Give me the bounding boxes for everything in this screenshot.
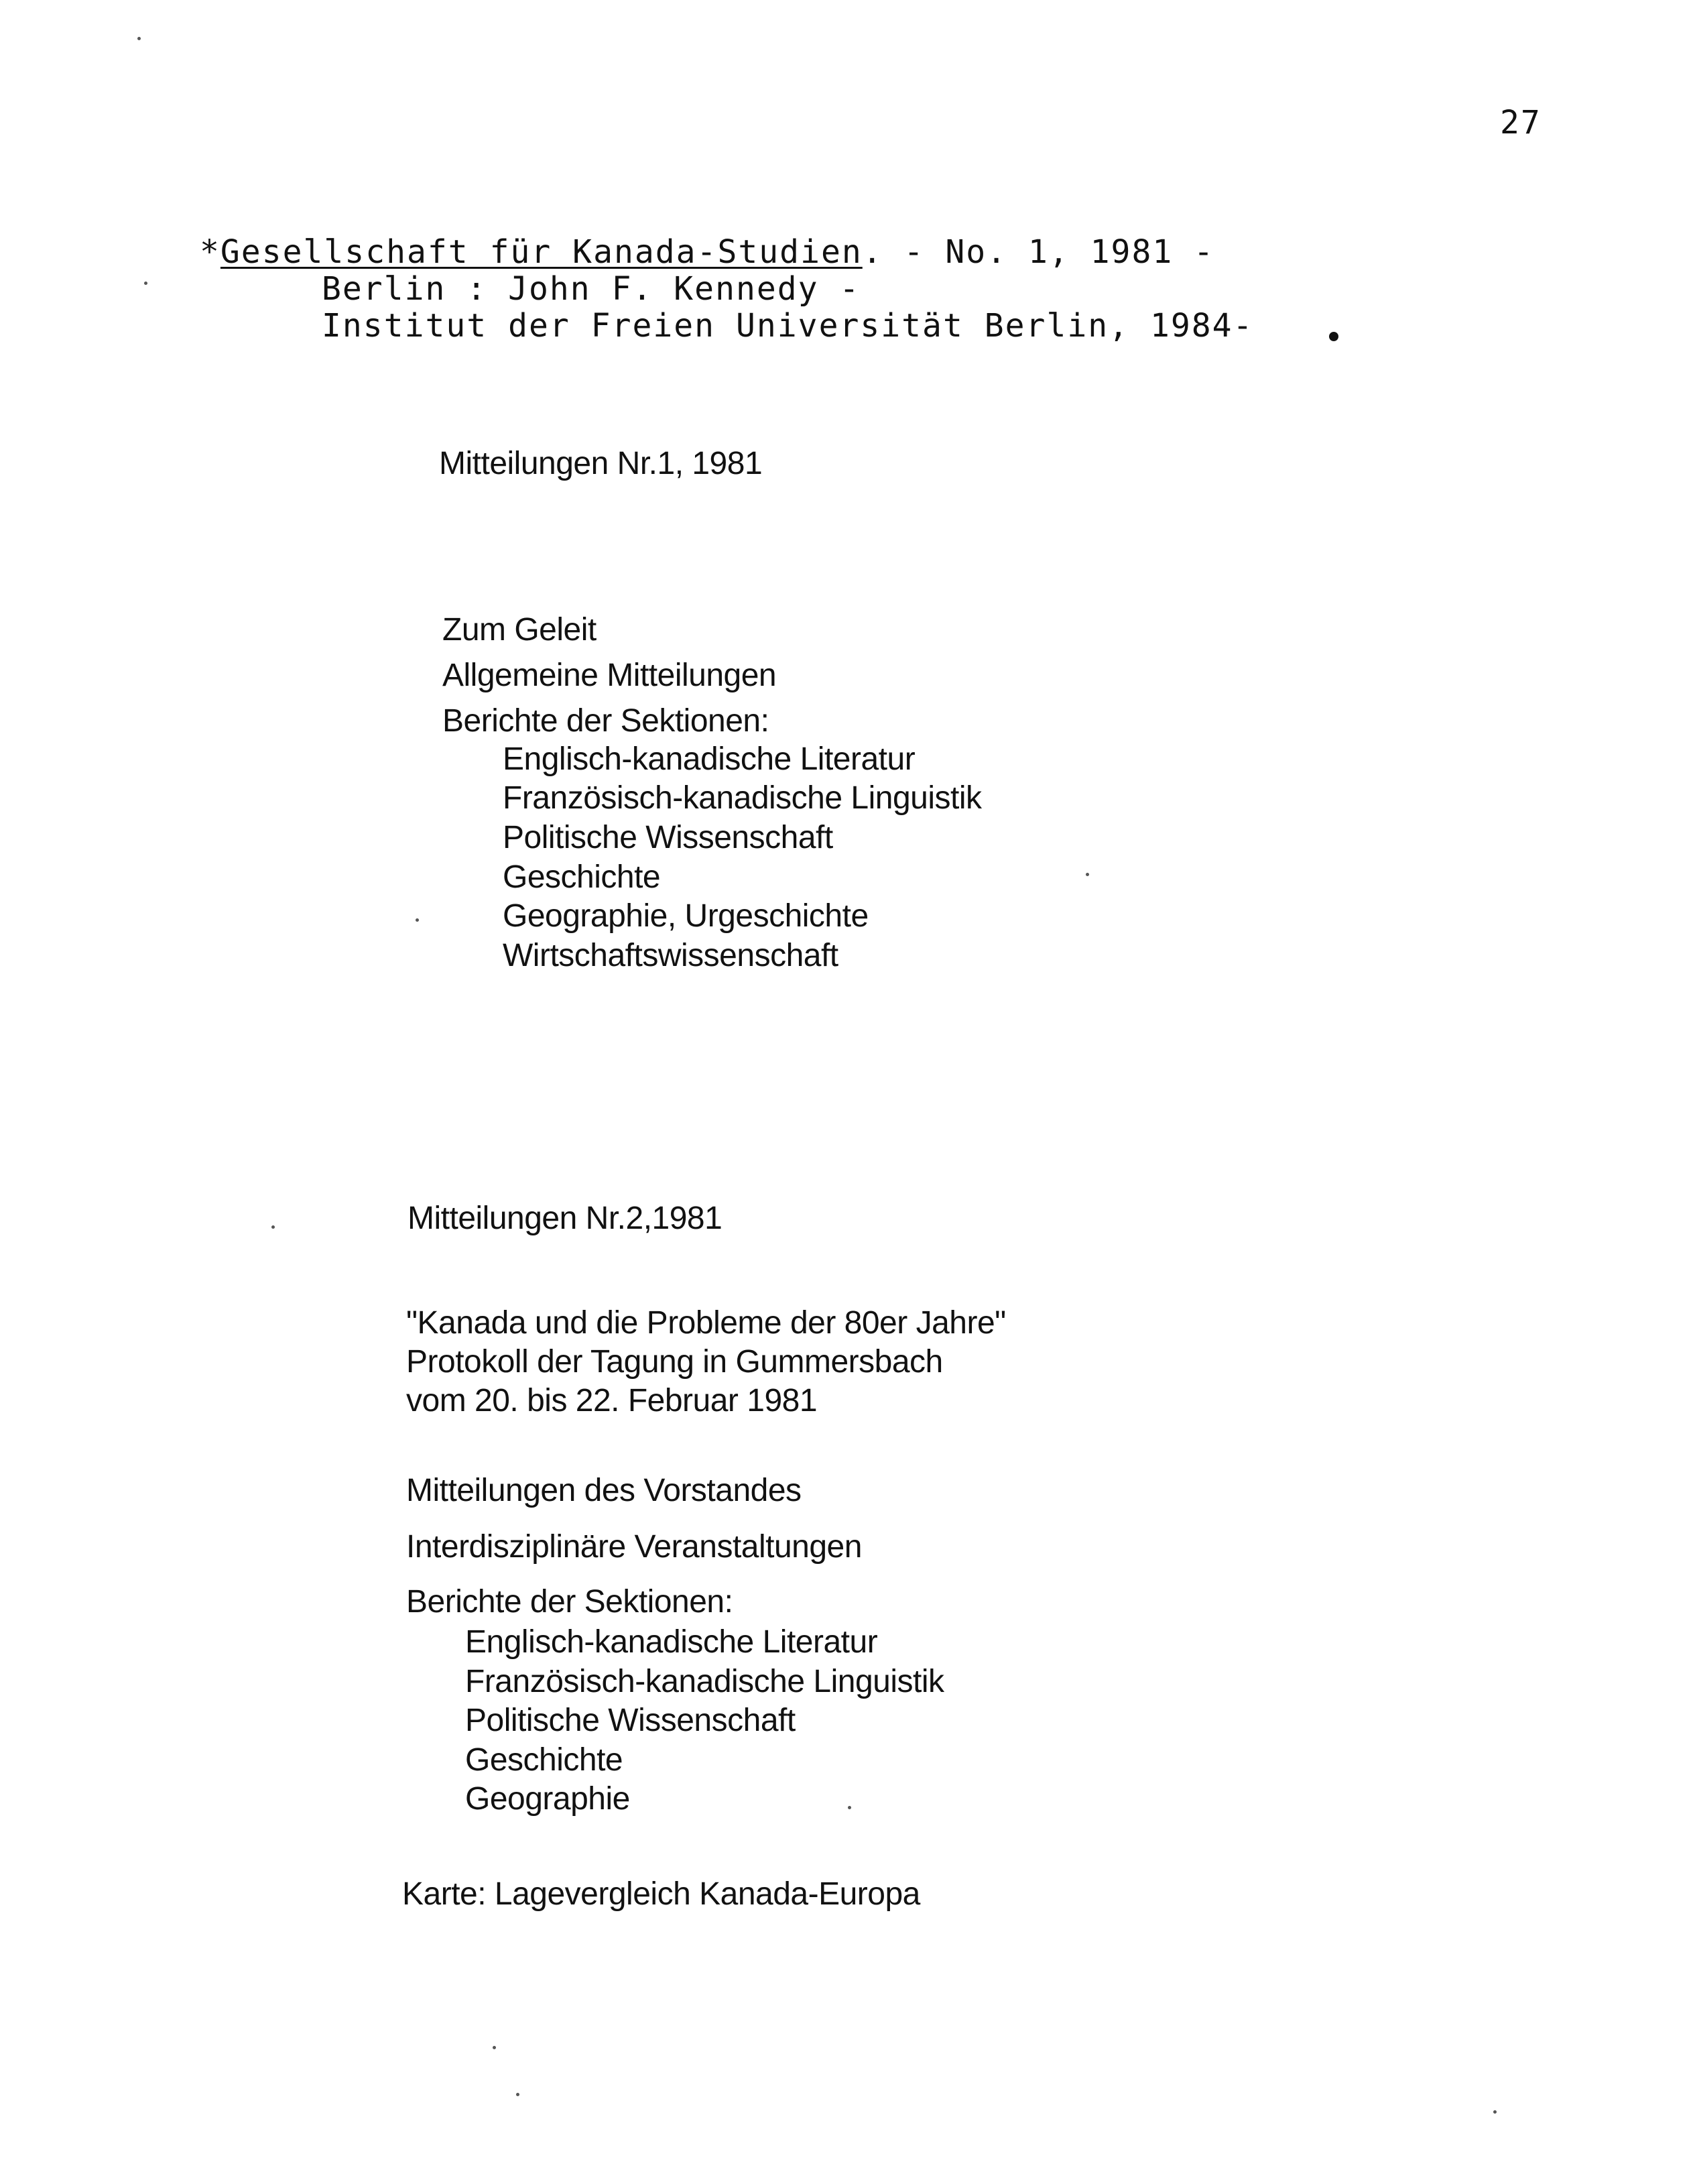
issue1-item: Berichte der Sektionen: [442, 703, 769, 739]
citation-line-1 [200, 233, 1214, 271]
issue2-conference-line: "Kanada und die Probleme der 80er Jahre" [406, 1305, 1006, 1341]
citation-line-3: Institut der Freien Universität Berlin, 1984- [322, 307, 1254, 345]
scan-speck [1086, 873, 1089, 876]
scan-speck [144, 282, 147, 285]
issue2-item: Berichte der Sektionen: [406, 1584, 733, 1620]
bullet-mark [1329, 332, 1338, 341]
issue2-conference-line: Protokoll der Tagung in Gummersbach [406, 1344, 943, 1380]
issue2-item: Interdisziplinäre Veranstaltungen [406, 1529, 862, 1565]
issue2-section: Politische Wissenschaft [465, 1703, 796, 1738]
issue1-section: Geographie, Urgeschichte [503, 898, 869, 934]
issue1-item: Allgemeine Mitteilungen [442, 658, 777, 693]
citation-marker: * [200, 233, 221, 271]
scan-speck [848, 1806, 851, 1809]
issue1-section: Geschichte [503, 859, 661, 895]
citation-details: . - No. 1, 1981 - [862, 233, 1215, 271]
issue2-heading: Mitteilungen Nr.2,1981 [407, 1201, 723, 1236]
issue1-section: Wirtschaftswissenschaft [503, 938, 838, 973]
issue1-heading: Mitteilungen Nr.1, 1981 [439, 446, 763, 481]
scan-speck [493, 2046, 496, 2049]
issue1-section: Englisch-kanadische Literatur [503, 741, 916, 777]
citation-title: Gesellschaft für Kanada-Studien [220, 233, 863, 271]
scan-speck [416, 918, 419, 922]
page-number: 27 [1500, 104, 1542, 141]
scan-speck [516, 2093, 519, 2096]
scan-speck [137, 37, 141, 40]
issue2-conference-line: vom 20. bis 22. Februar 1981 [406, 1383, 818, 1418]
issue2-section: Geographie [465, 1781, 630, 1817]
scan-speck [1493, 2110, 1497, 2114]
issue1-section: Französisch-kanadische Linguistik [503, 780, 982, 816]
issue2-section: Englisch-kanadische Literatur [465, 1624, 878, 1660]
issue2-section: Französisch-kanadische Linguistik [465, 1664, 944, 1699]
issue2-section: Geschichte [465, 1742, 623, 1778]
issue1-section: Politische Wissenschaft [503, 820, 833, 855]
issue1-item: Zum Geleit [442, 612, 597, 648]
map-caption: Karte: Lagevergleich Kanada-Europa [402, 1876, 920, 1912]
issue2-item: Mitteilungen des Vorstandes [406, 1473, 802, 1508]
scan-speck [271, 1225, 275, 1229]
citation-line-2: Berlin : John F. Kennedy - [322, 270, 861, 308]
